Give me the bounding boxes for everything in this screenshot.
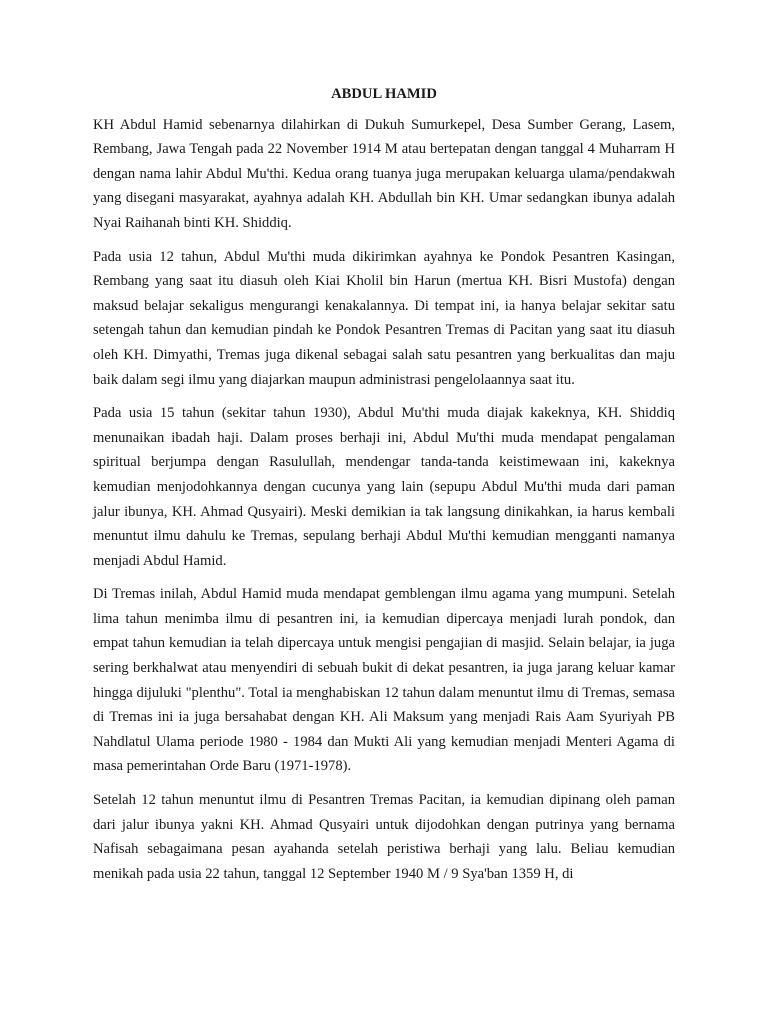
paragraph-birth: KH Abdul Hamid sebenarnya dilahirkan di Dukuh Sumurkepel, Desa Sumber Gerang, Lasem, Rembang, Jawa Tengah pada 22 November 1914 M atau bertepatan dengan tanggal 4 Muharram H dengan nama lahir Abdul Mu'thi. Kedua orang tuanya juga merupakan keluarga ulama/pendakwah yang disegani masyarakat, ayahnya adalah KH. Abdullah bin KH. Umar sedangkan ibunya adalah Nyai Raihanah binti KH. Shiddiq. [93, 116, 675, 231]
paragraph-early-education: Pada usia 12 tahun, Abdul Mu'thi muda dikirimkan ayahnya ke Pondok Pesantren Kasingan, Rembang yang saat itu diasuh oleh Kiai Kholil bin Harun (mertua KH. Bisri Mustofa) dengan maksud belajar sekaligus mengurangi kenakalannya. Di tempat ini, ia hanya belajar sekitar satu setengah tahun dan kemudian pindah ke Pondok Pesantren Tremas di Pacitan yang saat itu diasuh oleh KH. Dimyathi, Tremas juga dikenal sebagai salah satu pesantren yang berkualitas dan maju baik dalam segi ilmu yang diajarkan maupun administrasi pengelolaannya saat itu. [93, 248, 675, 388]
document-title: ABDUL HAMID [331, 86, 437, 102]
document-body [93, 82, 675, 895]
paragraph-hajj: Pada usia 15 tahun (sekitar tahun 1930), Abdul Mu'thi muda diajak kakeknya, KH. Shiddiq menunaikan ibadah haji. Dalam proses berhaji ini, Abdul Mu'thi muda mendapat pengalaman spiritual berjumpa dengan Rasulullah, mendengar tanda-tanda keistimewaan ini, kakeknya kemudian menjodohkannya dengan cucunya yang lain (sepupu Abdul Mu'thi muda dari paman jalur ibunya, KH. Ahmad Qusyairi). Meski demikian ia tak langsung dinikahkan, ia harus kembali menuntut ilmu dahulu ke Tremas, sepulang berhaji Abdul Mu'thi kemudian mengganti namanya menjadi Abdul Hamid. [93, 405, 675, 569]
paragraph-marriage: Setelah 12 tahun menuntut ilmu di Pesantren Tremas Pacitan, ia kemudian dipinang oleh paman dari jalur ibunya yakni KH. Ahmad Qusyairi untuk dijodohkan dengan putrinya yang bernama Nafisah sebagaimana pesan ayahanda setelah peristiwa berhaji yang lalu. Beliau kemudian menikah pada usia 22 tahun, tanggal 12 September 1940 M / 9 Sya'ban 1359 H, di [93, 792, 675, 882]
paragraph-tremas: Di Tremas inilah, Abdul Hamid muda mendapat gemblengan ilmu agama yang mumpuni. Setelah lima tahun menimba ilmu di pesantren ini, ia kemudian dipercaya menjadi lurah pondok, dan empat tahun kemudian ia telah dipercaya untuk mengisi pengajian di masjid. Selain belajar, ia juga sering berkhalwat atau menyendiri di sebuah bukit di dekat pesantren, ia juga jarang keluar kamar hingga dijuluki "plenthu". Total ia menghabiskan 12 tahun dalam menuntut ilmu di Tremas, semasa di Tremas ini ia juga bersahabat dengan KH. Ali Maksum yang menjadi Rais Aam Syuriyah PB Nahdlatul Ulama periode 1980 - 1984 dan Mukti Ali yang kemudian menjadi Menteri Agama di masa pemerintahan Orde Baru (1971-1978). [93, 586, 675, 775]
